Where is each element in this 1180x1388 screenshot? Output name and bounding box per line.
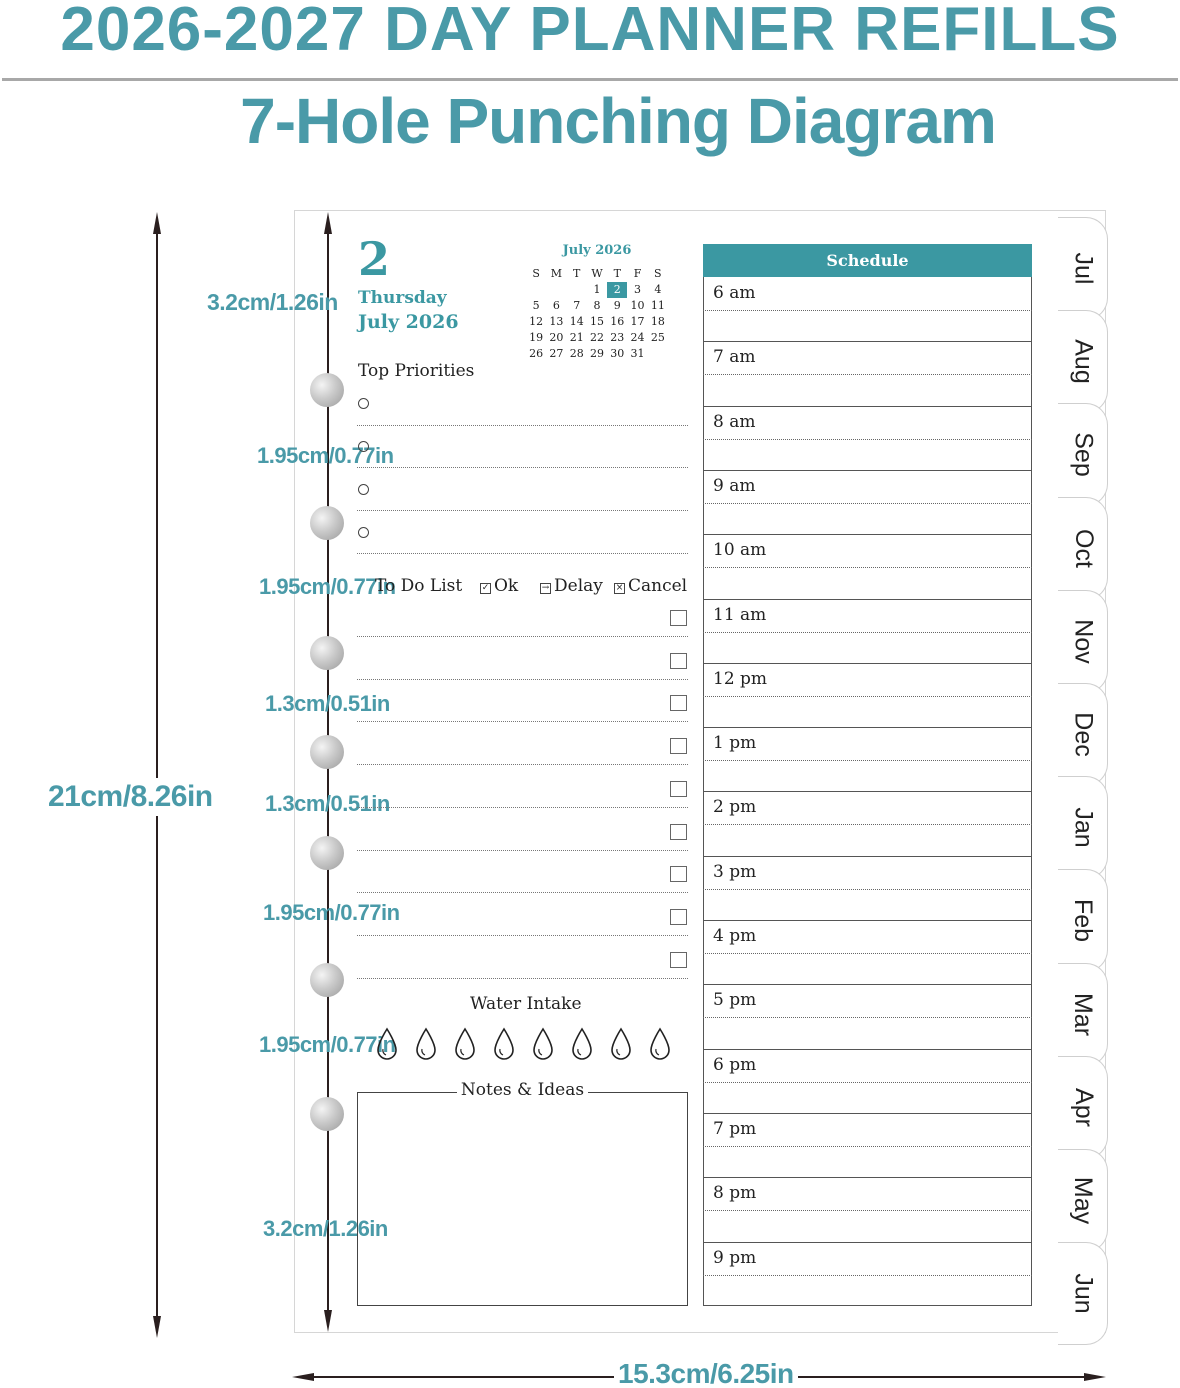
hole-spacing-label: 1.3cm/0.51in xyxy=(265,791,390,816)
mini-calendar-day: 10 xyxy=(630,299,645,312)
priority-circle[interactable] xyxy=(358,484,369,495)
schedule-half-hour-line xyxy=(703,439,1032,440)
water-drop-icon[interactable] xyxy=(453,1027,477,1061)
mini-calendar-day: 17 xyxy=(630,315,645,328)
schedule-half-hour-line xyxy=(703,953,1032,954)
priority-line xyxy=(357,553,688,554)
mini-calendar-day: 26 xyxy=(529,347,544,360)
schedule-hour-line xyxy=(703,984,1032,985)
schedule-time-label: 4 pm xyxy=(713,926,757,946)
mini-calendar-day: 20 xyxy=(549,331,564,344)
mini-calendar-day: 11 xyxy=(650,299,665,312)
month-tab-label: Nov xyxy=(1069,619,1098,664)
month-tab-label-wrap xyxy=(1060,869,1106,972)
schedule-half-hour-line xyxy=(703,696,1032,697)
todo-checkbox[interactable] xyxy=(670,653,687,669)
mini-calendar-week xyxy=(526,282,668,298)
month-tab-label-wrap xyxy=(1060,1149,1106,1252)
todo-checkbox[interactable] xyxy=(670,824,687,840)
mini-calendar-day xyxy=(546,282,566,298)
water-drop-icon[interactable] xyxy=(531,1027,555,1061)
schedule-time-label: 9 am xyxy=(713,475,756,496)
mini-calendar-day xyxy=(648,346,668,362)
width-dimension-label: 15.3cm/6.25in xyxy=(614,1358,798,1388)
todo-line xyxy=(357,807,688,808)
schedule-time-label: 3 pm xyxy=(713,861,757,882)
todo-line xyxy=(357,850,688,851)
month-tab-label: Jan xyxy=(1069,807,1098,848)
todo-line xyxy=(357,978,688,979)
schedule-half-hour-line xyxy=(703,1275,1032,1276)
mini-calendar-week xyxy=(526,346,668,362)
schedule-half-hour-line xyxy=(703,310,1032,311)
month-tab-label: Aug xyxy=(1069,339,1098,384)
schedule-hour-line xyxy=(703,341,1032,342)
schedule-hour-line xyxy=(703,534,1032,535)
schedule-hour-line xyxy=(703,727,1032,728)
schedule-time-label: 10 am xyxy=(713,540,767,561)
mini-calendar-day: 30 xyxy=(610,347,625,360)
schedule-time-label: 8 pm xyxy=(713,1183,757,1204)
todo-line xyxy=(357,721,688,722)
schedule-half-hour-line xyxy=(703,1082,1032,1083)
hole-arrow-bottom xyxy=(324,1310,332,1332)
schedule-half-hour-line xyxy=(703,824,1032,825)
schedule-time-label: 11 am xyxy=(713,604,767,625)
hole-spacing-label: 1.95cm/0.77in xyxy=(259,574,396,599)
height-dimension-label: 21cm/8.26in xyxy=(48,778,213,816)
height-dimension-line xyxy=(156,230,158,1320)
top-priorities-label: Top Priorities xyxy=(358,361,475,381)
todo-checkbox[interactable] xyxy=(670,781,687,797)
schedule-half-hour-line xyxy=(703,889,1032,890)
mini-calendar-day: 18 xyxy=(650,315,665,328)
month-tab-label-wrap xyxy=(1060,776,1106,879)
hole-spacing-label: 1.3cm/0.51in xyxy=(265,691,390,716)
schedule-time-label: 6 am xyxy=(713,283,756,303)
mini-calendar-day: 28 xyxy=(569,347,584,360)
punch-hole xyxy=(310,373,344,407)
mini-calendar-title: July 2026 xyxy=(562,243,632,258)
schedule-hour-line xyxy=(703,1113,1032,1114)
mini-calendar-weekday: T xyxy=(613,267,621,280)
mini-calendar-day: 3 xyxy=(634,283,642,296)
schedule-header: Schedule xyxy=(703,244,1032,277)
delay-arrow-icon: → xyxy=(541,583,550,593)
width-arrow-right xyxy=(1084,1373,1106,1381)
schedule-half-hour-line xyxy=(703,1146,1032,1147)
hole-spacing-label: 1.95cm/0.77in xyxy=(257,443,394,468)
schedule-time-label: 6 pm xyxy=(713,1054,757,1075)
mini-calendar-day: 27 xyxy=(549,347,564,360)
month-tab-label-wrap xyxy=(1060,963,1106,1066)
todo-line xyxy=(357,764,688,765)
day-number: 2 xyxy=(358,232,391,286)
title-divider xyxy=(2,78,1178,81)
todo-checkbox[interactable] xyxy=(670,738,687,754)
water-drop-icon[interactable] xyxy=(414,1027,438,1061)
page-title: 2026-2027 DAY PLANNER REFILLS xyxy=(60,0,1120,64)
schedule-hour-line xyxy=(703,406,1032,407)
priority-line xyxy=(357,467,688,468)
mini-calendar-weekday: M xyxy=(550,267,563,280)
notes-label: Notes & Ideas xyxy=(457,1080,588,1100)
month-tab-label: Feb xyxy=(1069,899,1098,943)
legend-cancel xyxy=(614,576,687,596)
hole-spacing-label: 3.2cm/1.26in xyxy=(263,1216,388,1241)
mini-calendar-weekday-row xyxy=(526,266,668,282)
punch-hole xyxy=(310,636,344,670)
todo-line xyxy=(357,892,688,893)
punch-hole xyxy=(310,735,344,769)
cancel-x-icon: × xyxy=(615,583,624,593)
page-subtitle: 7-Hole Punching Diagram xyxy=(240,85,996,157)
schedule-half-hour-line xyxy=(703,760,1032,761)
month-tab-label: Apr xyxy=(1069,1087,1098,1127)
mini-calendar-day: 12 xyxy=(529,315,544,328)
schedule-time-label: 7 am xyxy=(713,347,756,368)
month-tab-label: Mar xyxy=(1069,992,1098,1036)
schedule-hour-line xyxy=(703,856,1032,857)
todo-list-label: To Do List xyxy=(375,576,463,596)
mini-calendar-day: 19 xyxy=(529,331,544,344)
schedule-half-hour-line xyxy=(703,1017,1032,1018)
water-drop-icon[interactable] xyxy=(570,1027,594,1061)
schedule-time-label: 5 pm xyxy=(713,990,757,1011)
todo-checkbox[interactable] xyxy=(670,695,687,711)
schedule-hour-line xyxy=(703,1049,1032,1050)
schedule-hour-line xyxy=(703,599,1032,600)
water-drop-icon[interactable] xyxy=(609,1027,633,1061)
schedule-half-hour-line xyxy=(703,1210,1032,1211)
legend-ok xyxy=(480,576,518,596)
month-tab-label: Jun xyxy=(1069,1273,1098,1314)
water-drop-icon[interactable] xyxy=(492,1027,516,1061)
month-tab-label-wrap xyxy=(1060,310,1106,413)
mini-calendar-day: 4 xyxy=(654,283,662,296)
mini-calendar-week xyxy=(526,298,668,314)
mini-calendar-day: 29 xyxy=(589,347,604,360)
month-tab-label-wrap xyxy=(1060,590,1106,693)
schedule-hour-line xyxy=(703,791,1032,792)
mini-calendar-day: 23 xyxy=(610,331,625,344)
mini-calendar-day: 21 xyxy=(569,331,584,344)
schedule-hour-line xyxy=(703,920,1032,921)
month-tab-label: Jul xyxy=(1069,252,1098,285)
mini-calendar-weekday: F xyxy=(633,267,642,280)
mini-calendar-day: 16 xyxy=(610,315,625,328)
month-tab-label-wrap xyxy=(1060,217,1106,320)
mini-calendar-day: 2 xyxy=(607,282,627,298)
month-tab-label-wrap xyxy=(1060,1056,1106,1159)
mini-calendar-day: 6 xyxy=(552,299,560,312)
legend-cancel-label: Cancel xyxy=(628,576,688,596)
month-year-label: July 2026 xyxy=(358,311,459,333)
mini-calendar-day: 22 xyxy=(589,331,604,344)
schedule-hour-line xyxy=(703,470,1032,471)
month-tab-label: Oct xyxy=(1069,528,1098,568)
hole-arrow-top xyxy=(324,212,332,234)
legend-delay xyxy=(540,576,603,596)
todo-line xyxy=(357,636,688,637)
mini-calendar-day xyxy=(567,282,587,298)
punch-hole xyxy=(310,836,344,870)
todo-line xyxy=(357,679,688,680)
legend-ok-label: Ok xyxy=(494,576,519,596)
mini-calendar-weekday: S xyxy=(532,267,540,280)
priority-circle[interactable] xyxy=(358,398,369,409)
mini-calendar-day xyxy=(526,282,546,298)
mini-calendar-day: 14 xyxy=(569,315,584,328)
month-tab-label: Dec xyxy=(1069,712,1098,757)
priority-line xyxy=(357,510,688,511)
priority-circle[interactable] xyxy=(358,527,369,538)
schedule-hour-line xyxy=(703,1177,1032,1178)
weekday-label: Thursday xyxy=(358,288,447,308)
mini-calendar-day: 5 xyxy=(532,299,540,312)
month-tab-label-wrap xyxy=(1060,497,1106,600)
schedule-hour-line xyxy=(703,663,1032,664)
schedule-half-hour-line xyxy=(703,503,1032,504)
schedule-half-hour-line xyxy=(703,567,1032,568)
todo-checkbox[interactable] xyxy=(670,866,687,882)
month-tab-label-wrap xyxy=(1060,683,1106,786)
schedule-time-label: 8 am xyxy=(713,411,756,432)
mini-calendar-day: 24 xyxy=(630,331,645,344)
mini-calendar-day: 9 xyxy=(613,299,621,312)
water-intake-label: Water Intake xyxy=(470,994,582,1014)
hole-spacing-label: 3.2cm/1.26in xyxy=(207,289,338,315)
schedule-time-label: 9 pm xyxy=(713,1247,757,1268)
mini-calendar-day: 31 xyxy=(630,347,645,360)
water-drop-icon[interactable] xyxy=(648,1027,672,1061)
mini-calendar-weekday: T xyxy=(573,267,581,280)
mini-calendar-week xyxy=(526,314,668,330)
height-arrow-bottom xyxy=(153,1316,161,1338)
month-tab-label-wrap xyxy=(1060,1242,1106,1345)
schedule-time-label: 2 pm xyxy=(713,797,757,818)
notes-box[interactable] xyxy=(357,1092,688,1306)
todo-line xyxy=(357,935,688,936)
punch-hole xyxy=(310,1097,344,1131)
month-tab-label-wrap xyxy=(1060,403,1106,506)
hole-spacing-label: 1.95cm/0.77in xyxy=(263,900,400,925)
todo-checkbox[interactable] xyxy=(670,952,687,968)
todo-checkbox[interactable] xyxy=(670,610,687,626)
ok-check-icon: ✓ xyxy=(481,583,490,593)
priority-line xyxy=(357,425,688,426)
mini-calendar-day: 13 xyxy=(549,315,564,328)
todo-checkbox[interactable] xyxy=(670,909,687,925)
water-drop-icon[interactable] xyxy=(375,1027,399,1061)
mini-calendar-week xyxy=(526,330,668,346)
mini-calendar-weekday: S xyxy=(654,267,662,280)
mini-calendar-day: 1 xyxy=(593,283,601,296)
month-tab-label: Sep xyxy=(1069,432,1098,478)
legend-delay-label: Delay xyxy=(554,576,603,596)
mini-calendar-day: 25 xyxy=(650,331,665,344)
hole-spacing-label: 1.95cm/0.77in xyxy=(259,1032,396,1057)
punch-hole xyxy=(310,963,344,997)
schedule-half-hour-line xyxy=(703,632,1032,633)
mini-calendar xyxy=(526,266,668,362)
punch-hole xyxy=(310,506,344,540)
mini-calendar-day: 8 xyxy=(593,299,601,312)
schedule-time-label: 12 pm xyxy=(713,668,768,689)
mini-calendar-day: 7 xyxy=(573,299,581,312)
schedule-time-label: 1 pm xyxy=(713,733,757,754)
mini-calendar-weekday: W xyxy=(591,267,603,280)
mini-calendar-day: 15 xyxy=(589,315,604,328)
priority-circle[interactable] xyxy=(358,441,369,452)
schedule-half-hour-line xyxy=(703,374,1032,375)
schedule-hour-line xyxy=(703,1242,1032,1243)
month-tab-label: May xyxy=(1069,1176,1098,1225)
schedule-time-label: 7 pm xyxy=(713,1118,757,1139)
